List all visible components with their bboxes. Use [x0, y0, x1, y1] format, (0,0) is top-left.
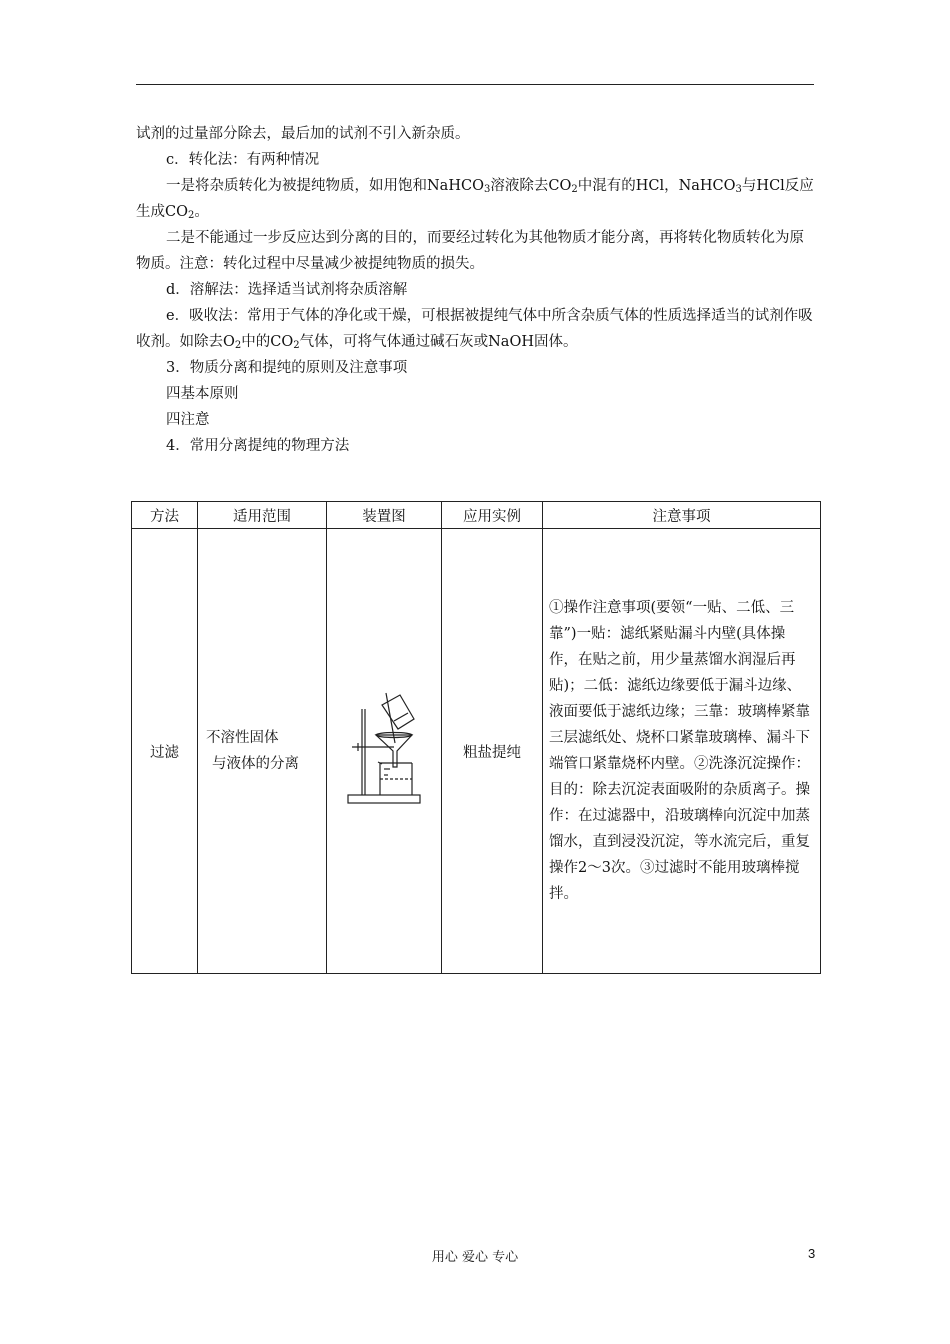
- header-example: 应用实例: [442, 502, 543, 529]
- table-header-row: [132, 502, 821, 529]
- paragraph-10: 4．常用分离提纯的物理方法: [166, 438, 350, 454]
- scope-line-2: 与液体的分离: [212, 756, 299, 772]
- separation-methods-table: [131, 501, 821, 974]
- filtration-apparatus-image: [342, 691, 426, 811]
- paragraph-7: 3．物质分离和提纯的原则及注意事项: [166, 360, 408, 376]
- paragraph-8: 四基本原则: [166, 386, 239, 402]
- header-method: 方法: [132, 502, 198, 529]
- paragraph-5: d．溶解法：选择适当试剂将杂质溶解: [166, 282, 408, 298]
- paragraph-3: 一是将杂质转化为被提纯物质，如用饱和NaHCO$_3$溶液除去$CO_2$中混有的HCl，NaHCO$_3$与HCl反应生成$CO_2$。: [136, 178, 814, 221]
- header-notes: 注意事项: [543, 502, 821, 529]
- paragraph-9: 四注意: [166, 412, 210, 428]
- cell-notes: ①操作注意事项(要领“一贴、二低、三靠”)一贴：滤纸紧贴漏斗内壁(具体操作，在贴之前，用少量蒸馏水润湿后再贴)；二低：滤纸边缘要低于漏斗边缘、液面要低于滤纸边缘；三靠：玻璃棒紧靠三层滤纸处、烧杯口紧靠玻璃棒、漏斗下端管口紧靠烧杯内壁。②洗涤沉淀操作：目的：除去沉淀表面吸附的杂质离子。操作：在过滤器中，沿玻璃棒向沉淀中加蒸馏水，直到浸没沉淀，等水流完后，重复操作2～3次。③过滤时不能用玻璃棒搅拌。: [543, 529, 821, 974]
- header-apparatus: 装置图: [327, 502, 442, 529]
- paragraph-1: 试剂的过量部分除去，最后加的试剂不引入新杂质。: [136, 126, 470, 142]
- table-row: [132, 529, 821, 974]
- cell-example: 粗盐提纯: [442, 529, 543, 974]
- cell-method: 过滤: [132, 529, 198, 974]
- scope-line-1: 不溶性固体: [206, 730, 279, 746]
- header-rule: [136, 84, 814, 85]
- paragraph-2: c．转化法：有两种情况: [166, 152, 320, 168]
- paragraph-4: 二是不能通过一步反应达到分离的目的，而要经过转化为其他物质才能分离，再将转化物质转化为原物质。注意：转化过程中尽量减少被提纯物质的损失。: [136, 230, 804, 272]
- cell-scope: [198, 529, 327, 974]
- paragraph-6: e．吸收法：常用于气体的净化或干燥，可根据被提纯气体中所含杂质气体的性质选择适当的试剂作吸收剂。如除去$O_2$中的$CO_2$气体，可将气体通过碱石灰或NaOH固体。: [136, 308, 813, 351]
- cell-apparatus: [327, 529, 442, 974]
- footer-text: 用心 爱心 专心: [431, 1250, 519, 1265]
- page-number: 3: [808, 1246, 816, 1261]
- header-scope: 适用范围: [198, 502, 327, 529]
